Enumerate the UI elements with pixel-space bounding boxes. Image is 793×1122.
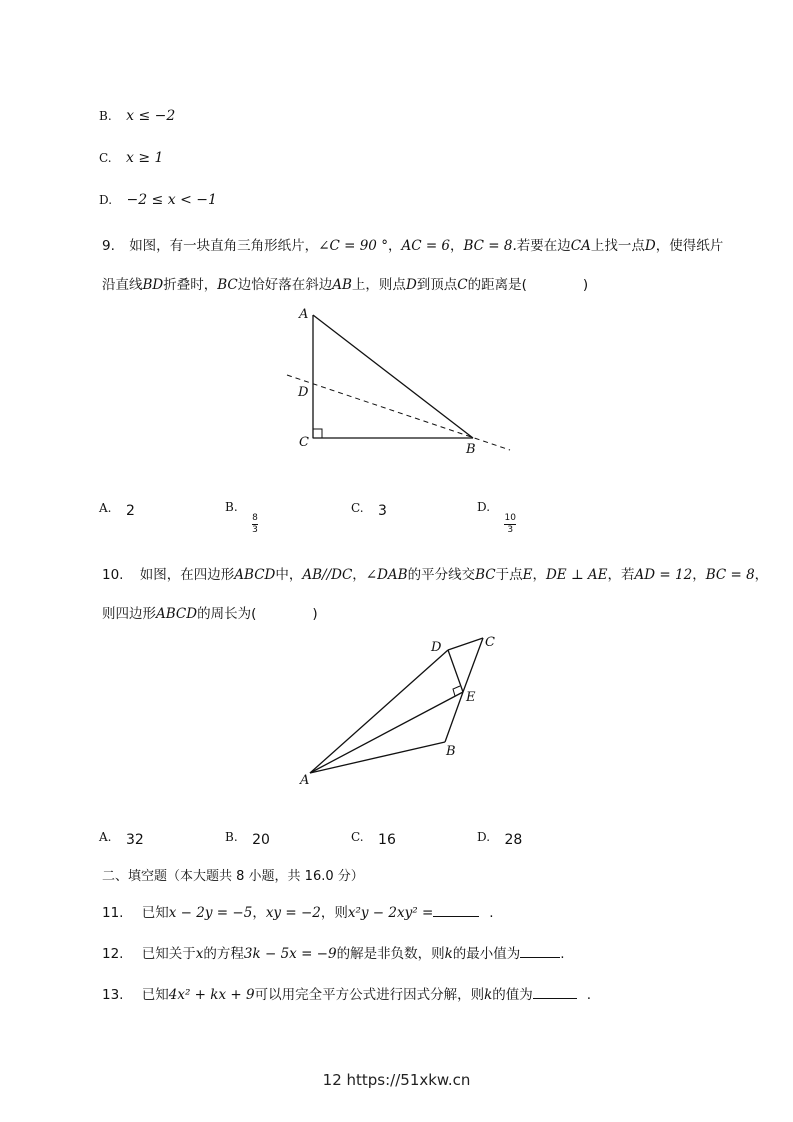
math: x²y − 2xy² = (347, 905, 434, 921)
question-number: 10. (102, 567, 124, 583)
text: 中， (275, 567, 303, 583)
text: . (586, 987, 592, 1003)
option-label: B. (99, 109, 112, 123)
math: 4x² + kx + 9 (168, 987, 255, 1003)
option-text: x ≤ −2 (126, 108, 176, 124)
text: 可以用完全平方公式进行因式分解，则 (254, 987, 485, 1003)
math: CA (570, 238, 591, 254)
side-ab (313, 315, 473, 438)
option-label: C. (351, 830, 364, 844)
label-b: B (446, 744, 456, 759)
math: x (195, 946, 204, 962)
option-value: 20 (252, 832, 270, 848)
q10-line1 (102, 563, 768, 583)
text: 的解是非负数，则 (336, 946, 445, 962)
fold-line-bd (287, 375, 510, 450)
text: 折叠时， (163, 277, 218, 293)
q13 (102, 983, 591, 1003)
math: C (457, 277, 468, 293)
text: . (560, 946, 565, 962)
numerator: 8 (252, 513, 258, 523)
q10-quadrilateral-figure (290, 625, 510, 790)
label-d: D (298, 385, 309, 400)
page-footer: 12 https://51xkw.cn (322, 1071, 471, 1089)
math: AC = 6 (401, 238, 451, 254)
math: D (644, 238, 656, 254)
option-label: D. (99, 193, 113, 207)
option-label: B. (225, 830, 238, 844)
text: ， (532, 567, 546, 583)
math: AB//DC (302, 567, 353, 583)
q9-option-b[interactable] (225, 500, 258, 535)
text: ) (312, 606, 318, 622)
q10-option-d[interactable] (477, 829, 523, 848)
text: 的值为 (492, 987, 533, 1003)
option-label: C. (99, 151, 112, 165)
q9-line1 (102, 234, 723, 254)
option-d-prev (99, 192, 217, 208)
q10-option-c[interactable] (351, 829, 396, 848)
text: ， (387, 238, 402, 254)
question-number: 11. (102, 905, 124, 921)
option-label: A. (99, 830, 112, 844)
text: 如图，在四边形 (139, 567, 235, 583)
text: ，若 (607, 567, 635, 583)
text: ，则 (320, 905, 348, 921)
text: ， (252, 905, 266, 921)
fraction (504, 513, 515, 536)
math: x − 2y = −5 (168, 905, 253, 921)
q9-option-c[interactable] (351, 500, 387, 519)
q10-line2 (102, 602, 318, 622)
math: DE ⊥ AE (545, 567, 608, 583)
q10-option-b[interactable] (225, 829, 270, 848)
label-c: C (299, 435, 309, 450)
text: 的方程 (203, 946, 244, 962)
math: k (484, 987, 493, 1003)
option-label: B. (225, 500, 238, 514)
option-text: −2 ≤ x < −1 (126, 192, 217, 208)
answer-blank[interactable] (533, 986, 577, 999)
option-label: D. (477, 500, 491, 514)
text: 已知关于 (141, 946, 196, 962)
answer-blank[interactable] (433, 904, 479, 917)
label-a: A (299, 307, 309, 322)
side-dc (448, 638, 483, 650)
math: ∠DAB (365, 567, 408, 583)
option-label: C. (351, 501, 364, 515)
fraction (252, 513, 258, 536)
text: 上，则点 (351, 277, 406, 293)
text: 沿直线 (102, 277, 143, 293)
q9-option-a[interactable] (99, 500, 135, 519)
option-value: 28 (504, 832, 523, 848)
label-e: E (466, 690, 476, 705)
text: . (489, 905, 494, 921)
section-heading: 二、填空题（本大题共 8 小题，共 16.0 分） (102, 869, 364, 884)
math: AD = 12 (634, 567, 693, 583)
q9-triangle-figure (280, 300, 520, 460)
label-d: D (431, 640, 442, 655)
numerator: 10 (504, 513, 516, 523)
text: ) (582, 277, 589, 293)
text: 的周长为( (197, 606, 257, 622)
question-number: 12. (102, 946, 124, 962)
math: AB (332, 277, 352, 293)
text: 于点 (495, 567, 523, 583)
question-number: 9. (102, 238, 115, 254)
q9-line2 (102, 273, 588, 293)
text: 的平分线交 (407, 567, 476, 583)
math: BD (142, 277, 164, 293)
answer-blank[interactable] (520, 945, 560, 958)
side-ce (463, 638, 483, 692)
math: xy = −2 (265, 905, 321, 921)
option-value: 16 (378, 832, 396, 848)
text: 的最小值为 (452, 946, 521, 962)
q12 (102, 942, 565, 962)
label-b: B (466, 442, 476, 457)
text: 若要在边 (516, 238, 571, 254)
math: BC = 8 (705, 567, 755, 583)
option-c-prev (99, 150, 163, 166)
q11 (102, 901, 494, 921)
label-c: C (485, 635, 495, 650)
q10-option-a[interactable] (99, 829, 144, 848)
option-value: 32 (125, 832, 144, 848)
text: 的距离是( (467, 277, 527, 293)
right-angle-marker (313, 429, 322, 438)
option-value: 2 (125, 503, 135, 519)
q9-option-d[interactable] (477, 500, 516, 535)
text: ， (754, 567, 769, 583)
side-ab (310, 742, 445, 773)
text: ， (352, 567, 366, 583)
text: ，使得纸片 (655, 238, 724, 254)
text: 到顶点 (416, 277, 458, 293)
math: BC = 8. (463, 238, 517, 254)
denominator: 3 (507, 525, 514, 535)
math: BC (475, 567, 496, 583)
text: 已知 (141, 987, 169, 1003)
text: ， (692, 567, 706, 583)
math: ABCD (156, 606, 198, 622)
denominator: 3 (252, 525, 258, 535)
option-b-prev (99, 108, 175, 124)
text: 则四边形 (102, 606, 156, 622)
math: 3k − 5x = −9 (243, 946, 337, 962)
label-a: A (300, 773, 310, 788)
text: ， (450, 238, 464, 254)
math: ∠C = 90 ° (318, 238, 388, 254)
option-label: A. (99, 501, 112, 515)
text: 上找一点 (590, 238, 645, 254)
option-text: x ≥ 1 (126, 150, 164, 166)
text: 已知 (141, 905, 169, 921)
math: D (405, 277, 417, 293)
question-number: 13. (102, 987, 124, 1003)
text: 如图，有一块直角三角形纸片， (129, 238, 319, 254)
math: ABCD (234, 567, 276, 583)
math: BC (217, 277, 238, 293)
option-label: D. (477, 830, 491, 844)
text: 边恰好落在斜边 (237, 277, 333, 293)
math: k (444, 946, 453, 962)
option-value: 3 (378, 503, 387, 519)
math: E (522, 567, 533, 583)
segment-de (448, 650, 463, 692)
